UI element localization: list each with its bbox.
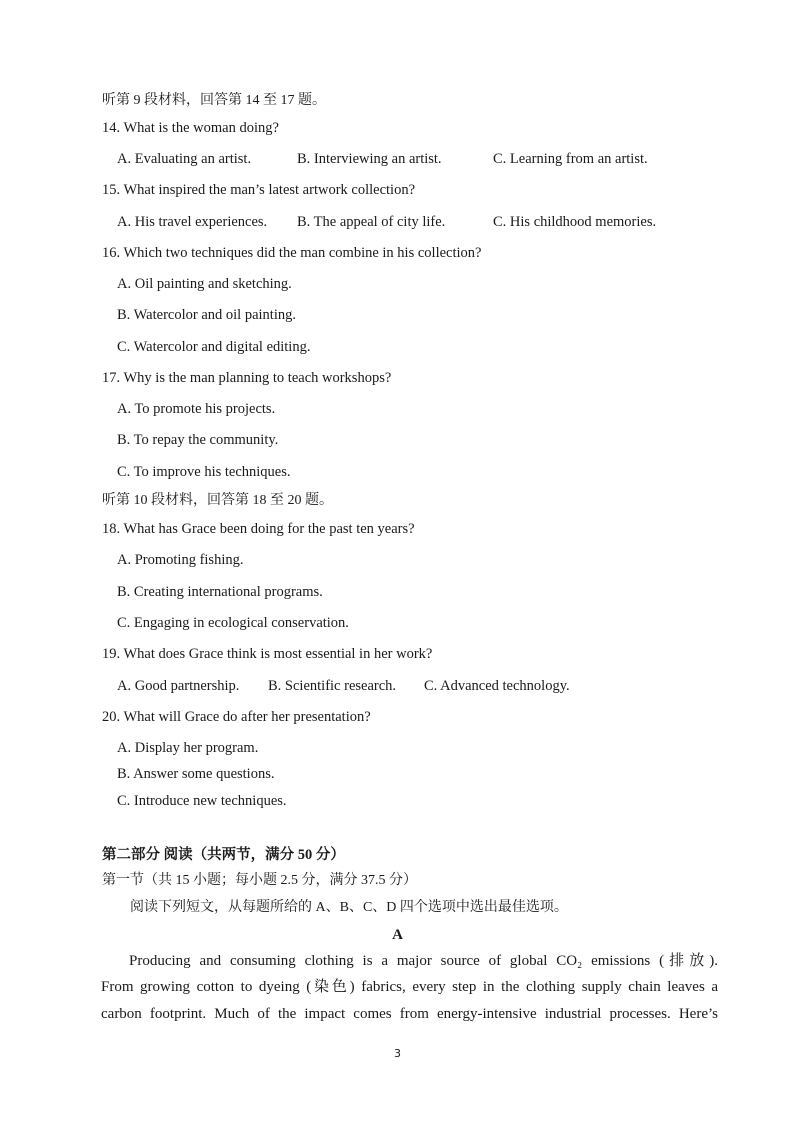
question-15: 15. What inspired the man’s latest artwork collection? xyxy=(102,182,416,198)
passage-line-3: carbon footprint. Much of the impact comes from energy-intensive industrial processes. Here’s xyxy=(101,1006,718,1022)
option-c: C. Introduce new techniques. xyxy=(117,793,287,809)
option-b: B. Creating international programs. xyxy=(117,584,323,600)
option-a: A. Promoting fishing. xyxy=(117,552,244,568)
option-c: C. Watercolor and digital editing. xyxy=(117,339,311,355)
part-2-subsection: 第一节（共 15 小题；每小题 2.5 分，满分 37.5 分） xyxy=(102,873,417,888)
question-18: 18. What has Grace been doing for the past ten years? xyxy=(102,521,415,537)
question-16: 16. Which two techniques did the man combine in his collection? xyxy=(102,245,482,261)
question-19: 19. What does Grace think is most essential in her work? xyxy=(102,646,433,662)
option-a: A. To promote his projects. xyxy=(117,401,276,417)
option-c: C. His childhood memories. xyxy=(493,214,657,230)
option-b: B. Answer some questions. xyxy=(117,766,275,782)
question-17: 17. Why is the man planning to teach workshops? xyxy=(102,370,392,386)
option-c: C. Learning from an artist. xyxy=(493,151,648,167)
passage-label: A xyxy=(392,927,403,943)
page-number: 3 xyxy=(394,1047,401,1060)
option-a: A. Display her program. xyxy=(117,740,259,756)
option-c: C. Engaging in ecological conservation. xyxy=(117,615,349,631)
question-14: 14. What is the woman doing? xyxy=(102,120,279,136)
question-20: 20. What will Grace do after her presentation? xyxy=(102,709,371,725)
option-b: B. To repay the community. xyxy=(117,432,279,448)
part-2-title: 第二部分 阅读（共两节，满分 50 分） xyxy=(102,847,345,863)
option-a: A. Evaluating an artist. xyxy=(117,151,252,167)
reading-instruction: 阅读下列短文，从每题所给的 A、B、C、D 四个选项中选出最佳选项。 xyxy=(130,900,568,915)
option-b: B. Interviewing an artist. xyxy=(297,151,442,167)
option-b: B. Scientific research. xyxy=(268,678,397,694)
section-9-header: 听第 9 段材料，回答第 14 至 17 题。 xyxy=(102,93,326,108)
passage-line-2: From growing cotton to dyeing (染色) fabrics, every step in the clothing supply chain leaves a xyxy=(101,979,718,995)
option-a: A. Good partnership. xyxy=(117,678,240,694)
option-a: A. His travel experiences. xyxy=(117,214,268,230)
option-b: B. The appeal of city life. xyxy=(297,214,446,230)
option-b: B. Watercolor and oil painting. xyxy=(117,307,296,323)
option-a: A. Oil painting and sketching. xyxy=(117,276,292,292)
option-c: C. Advanced technology. xyxy=(424,678,570,694)
option-c: C. To improve his techniques. xyxy=(117,464,291,480)
section-10-header: 听第 10 段材料，回答第 18 至 20 题。 xyxy=(102,493,333,508)
passage-line-1: Producing and consuming clothing is a major source of global CO₂ emissions (排放). xyxy=(129,953,718,969)
